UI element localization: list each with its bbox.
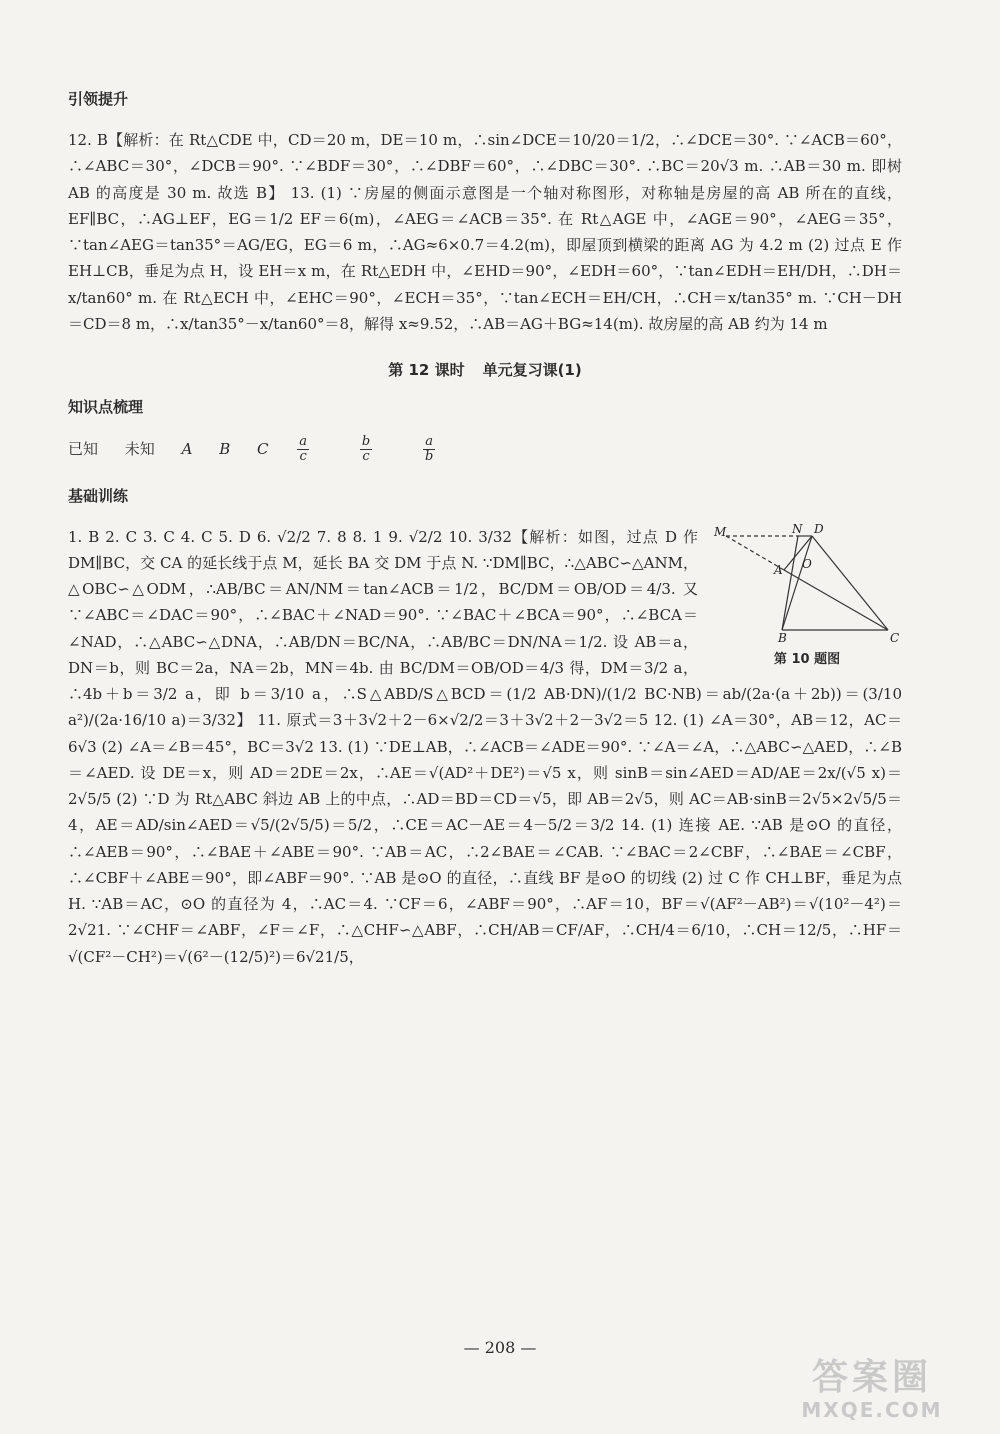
page-number: — 208 — xyxy=(463,1338,537,1357)
figure-10 xyxy=(712,524,902,667)
label-N: N xyxy=(792,523,803,536)
label-O: O xyxy=(802,556,812,571)
answer-a: A xyxy=(181,439,193,458)
section-heading-lead: 引领提升 xyxy=(68,90,129,108)
label-B: B xyxy=(778,630,787,644)
lesson-number: 第 12 课时 xyxy=(388,361,465,379)
geometry-diagram xyxy=(712,524,902,644)
label-D: D xyxy=(814,523,824,536)
answer-unknown: 未知 xyxy=(124,439,155,458)
fraction-a-over-c: $\frac{a}{c}$ xyxy=(299,434,308,465)
solution-paragraph-basic: 1. B 2. C 3. C 4. C 5. D 6. √2/2 7. 8 8. 1 9. √2/2 10. 3/32【解析：如图，过点 D 作 DM∥BC，交 CA 的延长线于点 M，延长 BA 交 DM 于点 N. ∵DM∥BC，∴△ABC∽△ANM，△OBC∽△ODM，∴AB/BC＝AN/NM＝tan∠ACB＝1/2，BC/DM＝OB/OD＝4/3. 又∵∠ABC＝∠DAC＝90°，∴∠BAC＋∠NAD＝90°. ∵∠BAC＋∠BCA＝90°，∴∠BCA＝∠NAD，∴△ABC∽△DNA，∴AB/DN＝BC/NA，∴AB/BC＝DN/NA＝1/2. 设 AB＝a，DN＝b，则 BC＝2a，NA＝2b，MN＝4b. 由 BC/DM＝OB/OD＝4/3 得，DM＝3/2 a，∴4b＋b＝3/2 a，即 b＝3/10 a，∴S△ABD/S△BCD＝(1/2 AB·DN)/(1/2 BC·NB)＝ab/(2a·(a＋2b))＝(3/10 a²)/(2a·16/10 a)＝3/32】 11. 原式＝3＋3√2＋2－6×√2/2＝3＋3√2＋2－3√2＝5 12. (1) ∠A＝30°，AB＝12，AC＝6√3 (2) ∠A＝∠B＝45°，BC＝3√2 13. (1) ∵DE⊥AB，∴∠ACB＝∠ADE＝90°. ∵∠A＝∠A，∴△ABC∽△AED，∴∠B＝∠AED. 设 DE＝x，则 AD＝2DE＝2x，∴AE＝√(AD²＋DE²)＝√5 x，则 sinB＝sin∠AED＝AD/AE＝2x/(√5 x)＝2√5/5 (2) ∵D 为 Rt△ABC 斜边 AB 上的中点，∴AD＝BD＝CD＝√5，即 AB＝2√5，则 AC＝AB·sinB＝2√5×2√5/5＝4，AE＝AD/sin∠AED＝√5/(2√5/5)＝5/2，∴CE＝AC－AE＝4－5/2＝3/2 14. (1) 连接 AE. ∵AB 是⊙O 的直径，∴∠AEB＝90°，∴∠BAE＋∠ABE＝90°. ∵AB＝AC，∴2∠BAE＝∠CAB. ∵∠BAC＝2∠CBF，∴∠BAE＝∠CBF，∴∠CBF＋∠ABE＝90°，即∠ABF＝90°. ∵AB 是⊙O 的直径，∴直线 BF 是⊙O 的切线 (2) 过 C 作 CH⊥BF，垂足为点 H. ∵AB＝AC，⊙O 的直径为 4，∴AC＝4. ∵CF＝6，∠ABF＝90°，∴AF＝10，BF＝√(AF²－AB²)＝√(10²－4²)＝2√21. ∵∠CHF＝∠ABF，∠F＝∠F，∴△CHF∽△ABF，∴CH/AB＝CF/AF，∴CH/4＝6/10，∴CH＝12/5，∴HF＝√(CF²－CH²)＝√(6²－(12/5)²)＝6√21/5， xyxy=(68,527,902,966)
watermark-title: 答案圈 xyxy=(811,1357,932,1398)
figure-caption: 第 10 题图 xyxy=(773,651,841,667)
fraction-a-over-b: $\frac{a}{b}$ xyxy=(424,434,434,465)
line-BN xyxy=(782,536,798,630)
watermark-url: MXQE.COM xyxy=(801,1398,943,1422)
lesson-name: 单元复习课(1) xyxy=(482,361,582,379)
watermark-logo xyxy=(772,1358,972,1424)
solution-paragraph-12-13: 12. B【解析：在 Rt△CDE 中，CD＝20 m，DE＝10 m，∴sin∠DCE＝10/20＝1/2，∴∠DCE＝30°. ∵∠ACB＝60°，∴∠ABC＝30°，∠DCB＝90°. ∵∠BDF＝30°，∴∠DBF＝60°，∴∠DBC＝30°. ∴BC＝20√3 m. ∴AB＝30 m. 即树 AB 的高度是 30 m. 故选 B】 13. (1) ∵房屋的侧面示意图是一个轴对称图形，对称轴是房屋的高 AB 所在的直线，EF∥BC，∴AG⊥EF，EG＝1/2 EF＝6(m)，∠AEG＝∠ACB＝35°. 在 Rt△AGE 中，∠AGE＝90°，∠AEG＝35°，∵tan∠AEG＝tan35°＝AG/EG，EG＝6 m，∴AG≈6×0.7＝4.2(m)，即屋顶到横梁的距离 AG 为 4.2 m (2) 过点 E 作 EH⊥CB，垂足为点 H，设 EH＝x m，在 Rt△EDH 中，∠EHD＝90°，∠EDH＝60°，∵tan∠EDH＝EH/DH，∴DH＝x/tan60° m. 在 Rt△ECH 中，∠EHC＝90°，∠ECH＝35°，∵tan∠ECH＝EH/CH，∴CH＝x/tan35° m. ∵CH－DH＝CD＝8 m，∴x/tan35°－x/tan60°＝8，解得 x≈9.52，∴AB＝AG＋BG≈14(m). 故房屋的高 AB 约为 14 m xyxy=(68,131,902,333)
label-M: M xyxy=(714,524,727,539)
answer-c: C xyxy=(257,439,269,458)
line-AC xyxy=(784,570,888,630)
page-content xyxy=(68,88,902,982)
line-DC xyxy=(812,536,888,630)
lesson-title xyxy=(68,359,902,380)
label-A: A xyxy=(774,562,783,577)
answer-known: 已知 xyxy=(68,439,99,458)
fraction-b-over-c: $\frac{b}{c}$ xyxy=(361,434,371,465)
knowledge-answers xyxy=(68,435,902,465)
label-C: C xyxy=(890,630,900,644)
answer-b: B xyxy=(219,439,231,458)
section-heading-knowledge: 知识点梳理 xyxy=(68,398,144,416)
section-heading-basic: 基础训练 xyxy=(68,486,129,505)
